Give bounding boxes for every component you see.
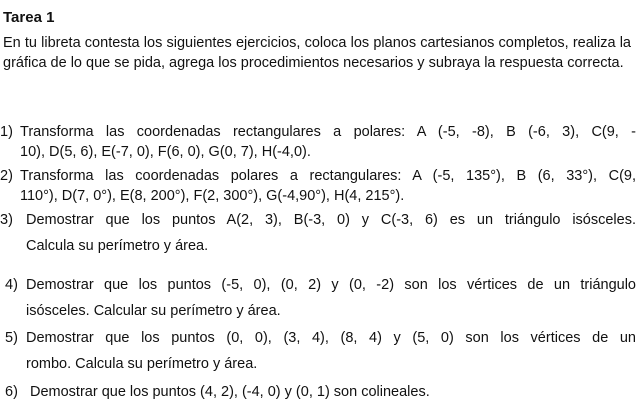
exercise-text-line: Demostrar que los puntos A(2, 3), B(-3, 0) y C(-3, 6) es un triángulo isósceles. xyxy=(26,212,636,228)
exercise-text-line: Transforma las coordenadas polares a rectangulares: A (-5, 135°), B (6, 33°), C(9, xyxy=(20,168,636,184)
exercise-text-line: 10), D(5, 6), E(-7, 0), F(6, 0), G(0, 7), H(-4,0). xyxy=(20,144,311,160)
instructions-paragraph: En tu libreta contesta los siguientes ejercicios, coloca los planos cartesianos completos, realiza la gráfica de lo que se pida, agrega los procedimientos necesarios y subraya la respuesta correcta. xyxy=(3,35,631,71)
exercise-number: 2) xyxy=(0,168,13,184)
exercise-2 xyxy=(0,166,636,206)
exercise-text-line: rombo. Calcula su perímetro y área. xyxy=(26,356,258,372)
exercise-number: 3) xyxy=(0,212,13,228)
exercise-number: 4) xyxy=(5,277,18,293)
page-title: Tarea 1 xyxy=(3,9,55,26)
exercise-text-line: isósceles. Calcular su perímetro y área. xyxy=(26,303,281,319)
exercise-1 xyxy=(0,122,636,162)
exercise-text-line: Demostrar que los puntos (0, 0), (3, 4), (8, 4) y (5, 0) son los vértices de un xyxy=(26,330,636,346)
exercise-number: 6) xyxy=(5,384,18,400)
exercise-6 xyxy=(0,382,636,402)
exercise-text-line: Transforma las coordenadas rectangulares a polares: A (-5, -8), B (-6, 3), C(9, - xyxy=(20,124,636,140)
exercise-text-line: Demostrar que los puntos (-5, 0), (0, 2) y (0, -2) son los vértices de un triángulo xyxy=(26,277,636,293)
exercise-4 xyxy=(0,275,636,321)
exercise-number: 1) xyxy=(0,124,13,140)
exercise-text-line: Demostrar que los puntos (4, 2), (-4, 0) y (0, 1) son colineales. xyxy=(30,384,430,400)
exercise-3 xyxy=(0,210,636,256)
exercise-number: 5) xyxy=(5,330,18,346)
exercise-5 xyxy=(0,328,636,374)
exercise-text-line: 110°), D(7, 0°), E(8, 200°), F(2, 300°), G(-4,90°), H(4, 215°). xyxy=(20,188,405,204)
exercise-text-line: Calcula su perímetro y área. xyxy=(26,238,209,254)
